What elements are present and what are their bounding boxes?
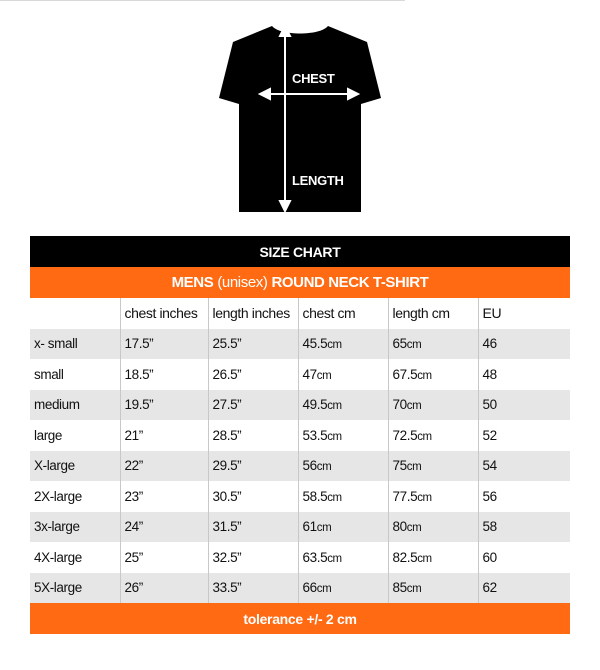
- table-row: [30, 542, 570, 573]
- cell-value: 49.5: [302, 397, 328, 413]
- chest-inches-cell: [120, 390, 208, 421]
- cell-value: 67.5: [392, 366, 418, 382]
- cell-value: X-large: [34, 458, 75, 474]
- size-chart: [30, 236, 570, 634]
- chest-label: CHEST: [292, 71, 335, 86]
- length-inches-cell: [208, 512, 298, 543]
- cell-value: 58: [482, 519, 497, 535]
- top-divider: [0, 0, 405, 1]
- chest-inches-cell: [120, 451, 208, 482]
- table-row: [30, 329, 570, 360]
- length-cm-cell: [388, 512, 478, 543]
- chest-inches-cell: [120, 542, 208, 573]
- size-name-cell: [30, 451, 120, 482]
- cell-value: 56: [302, 458, 317, 474]
- cell-value: 63.5: [302, 549, 328, 565]
- cell-value: 58.5: [302, 488, 328, 504]
- cell-value: 52: [482, 427, 497, 443]
- cell-value: 77.5: [392, 488, 418, 504]
- eu-size-cell: [478, 451, 570, 482]
- cell-value: 54: [482, 458, 497, 474]
- table-row: [30, 481, 570, 512]
- cell-value: 66: [302, 580, 317, 596]
- unit-label: cm: [316, 369, 332, 382]
- length-cm-cell: [388, 542, 478, 573]
- cell-value: 21”: [124, 427, 143, 443]
- tshirt-diagram: [200, 20, 400, 220]
- table-header-row: [30, 298, 570, 329]
- cell-value: 29.5”: [212, 458, 242, 474]
- eu-size-cell: [478, 329, 570, 360]
- length-label: LENGTH: [292, 173, 344, 188]
- unit-label: cm: [406, 522, 422, 535]
- subtitle-paren: (unisex): [217, 274, 268, 291]
- chest-cm-cell: [298, 542, 388, 573]
- unit-label: cm: [406, 339, 422, 352]
- length-cm-cell: [388, 481, 478, 512]
- unit-label: cm: [417, 430, 432, 443]
- length-cm-cell: [388, 390, 478, 421]
- tshirt-icon: [200, 20, 400, 220]
- table-body: [30, 329, 570, 604]
- column-header: chest inches: [120, 298, 208, 329]
- cell-value: 25”: [124, 549, 143, 565]
- column-header: EU: [478, 298, 570, 329]
- cell-value: 30.5”: [212, 488, 242, 504]
- cell-value: 48: [482, 366, 497, 382]
- eu-size-cell: [478, 420, 570, 451]
- cell-value: 47: [302, 366, 317, 382]
- cell-value: medium: [34, 397, 80, 413]
- cell-value: 50: [482, 397, 497, 413]
- unit-label: cm: [327, 491, 342, 504]
- cell-value: 70: [392, 397, 407, 413]
- cell-value: 26”: [124, 580, 143, 596]
- table-row: [30, 359, 570, 390]
- product-subtitle: [30, 267, 570, 298]
- length-inches-cell: [208, 451, 298, 482]
- chest-inches-cell: [120, 359, 208, 390]
- cell-value: 65: [392, 336, 407, 352]
- cell-value: 56: [482, 488, 497, 504]
- size-name-cell: [30, 359, 120, 390]
- unit-label: cm: [417, 552, 432, 565]
- cell-value: small: [34, 366, 64, 382]
- table-row: [30, 451, 570, 482]
- eu-size-cell: [478, 542, 570, 573]
- chest-cm-cell: [298, 573, 388, 604]
- cell-value: 18.5”: [124, 366, 154, 382]
- unit-label: cm: [316, 461, 332, 474]
- size-name-cell: [30, 420, 120, 451]
- length-inches-cell: [208, 481, 298, 512]
- eu-size-cell: [478, 390, 570, 421]
- length-cm-cell: [388, 573, 478, 604]
- length-cm-cell: [388, 359, 478, 390]
- cell-value: 23”: [124, 488, 143, 504]
- chest-inches-cell: [120, 329, 208, 360]
- cell-value: 61: [302, 519, 317, 535]
- cell-value: large: [34, 427, 63, 443]
- cell-value: 46: [482, 336, 497, 352]
- table-row: [30, 390, 570, 421]
- eu-size-cell: [478, 573, 570, 604]
- chest-cm-cell: [298, 390, 388, 421]
- length-inches-cell: [208, 420, 298, 451]
- tolerance-note: tolerance +/- 2 cm: [30, 603, 570, 634]
- unit-label: cm: [417, 491, 432, 504]
- unit-label: cm: [406, 461, 422, 474]
- cell-value: 4X-large: [34, 549, 82, 565]
- chest-cm-cell: [298, 451, 388, 482]
- cell-value: 80: [392, 519, 407, 535]
- cell-value: 22”: [124, 458, 143, 474]
- cell-value: 45.5: [302, 336, 328, 352]
- unit-label: cm: [406, 400, 422, 413]
- length-arrow-top: [280, 26, 290, 36]
- size-name-cell: [30, 542, 120, 573]
- length-cm-cell: [388, 451, 478, 482]
- subtitle-prefix: MENS: [171, 274, 214, 291]
- unit-label: cm: [316, 522, 332, 535]
- unit-label: cm: [406, 583, 422, 596]
- cell-value: 75: [392, 458, 407, 474]
- size-name-cell: [30, 481, 120, 512]
- size-name-cell: [30, 390, 120, 421]
- column-header: length inches: [208, 298, 298, 329]
- eu-size-cell: [478, 481, 570, 512]
- length-inches-cell: [208, 359, 298, 390]
- cell-value: 5X-large: [34, 580, 82, 596]
- subtitle-suffix: ROUND NECK T-SHIRT: [271, 274, 429, 291]
- cell-value: 27.5”: [212, 397, 242, 413]
- unit-label: cm: [327, 339, 342, 352]
- size-name-cell: [30, 329, 120, 360]
- cell-value: 3x-large: [34, 519, 80, 535]
- cell-value: 2X-large: [34, 488, 82, 504]
- length-inches-cell: [208, 573, 298, 604]
- cell-value: 19.5”: [124, 397, 154, 413]
- column-header: length cm: [388, 298, 478, 329]
- cell-value: 62: [482, 580, 497, 596]
- unit-label: cm: [327, 552, 342, 565]
- unit-label: cm: [327, 400, 342, 413]
- cell-value: 33.5”: [212, 580, 242, 596]
- chest-cm-cell: [298, 481, 388, 512]
- cell-value: 32.5”: [212, 549, 242, 565]
- length-inches-cell: [208, 390, 298, 421]
- cell-value: 25.5”: [212, 336, 242, 352]
- cell-value: 28.5”: [212, 427, 242, 443]
- size-chart-title: SIZE CHART: [30, 236, 570, 267]
- cell-value: 17.5”: [124, 336, 154, 352]
- chest-inches-cell: [120, 512, 208, 543]
- cell-value: 72.5: [392, 427, 418, 443]
- length-inches-cell: [208, 329, 298, 360]
- cell-value: x- small: [34, 336, 78, 352]
- unit-label: cm: [316, 583, 332, 596]
- cell-value: 82.5: [392, 549, 418, 565]
- length-cm-cell: [388, 420, 478, 451]
- unit-label: cm: [417, 369, 432, 382]
- unit-label: cm: [327, 430, 342, 443]
- column-header: [30, 298, 120, 329]
- chest-cm-cell: [298, 512, 388, 543]
- table-row: [30, 573, 570, 604]
- chest-cm-cell: [298, 420, 388, 451]
- length-inches-cell: [208, 542, 298, 573]
- eu-size-cell: [478, 512, 570, 543]
- table-row: [30, 512, 570, 543]
- size-name-cell: [30, 512, 120, 543]
- chest-inches-cell: [120, 573, 208, 604]
- cell-value: 24”: [124, 519, 143, 535]
- eu-size-cell: [478, 359, 570, 390]
- cell-value: 31.5”: [212, 519, 242, 535]
- chest-cm-cell: [298, 329, 388, 360]
- table-row: [30, 420, 570, 451]
- cell-value: 60: [482, 549, 497, 565]
- size-name-cell: [30, 573, 120, 604]
- cell-value: 85: [392, 580, 407, 596]
- cell-value: 53.5: [302, 427, 328, 443]
- length-cm-cell: [388, 329, 478, 360]
- column-header: chest cm: [298, 298, 388, 329]
- size-table: [30, 298, 570, 603]
- chest-inches-cell: [120, 420, 208, 451]
- cell-value: 26.5”: [212, 366, 242, 382]
- chest-inches-cell: [120, 481, 208, 512]
- chest-cm-cell: [298, 359, 388, 390]
